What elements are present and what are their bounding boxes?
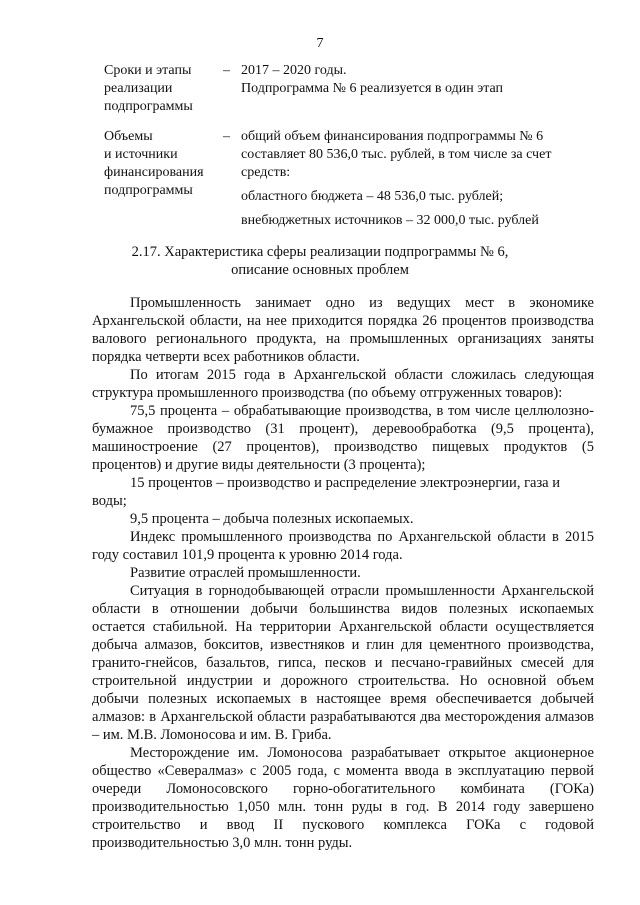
section-heading	[0, 243, 640, 279]
funding-label: Объемы и источники финансирования подпрограммы	[104, 129, 204, 198]
timing-value: 2017 – 2020 годы. Подпрограмма № 6 реализуется в один этап	[241, 63, 504, 96]
section-heading-line2: описание основных проблем	[231, 262, 409, 278]
paragraph: Развитие отраслей промышленности.	[130, 565, 361, 581]
paragraph: Индекс промышленного производства по Архангельской области в 2015 году составил 101,9 процента к уровню 2014 года.	[92, 529, 594, 563]
paragraph: Промышленность занимает одно из ведущих мест в экономике Архангельской области, на нее приходится порядка 26 процентов производства валового регионального продукта, на промышленных организациях заняты порядка четверти всех работников области.	[92, 295, 594, 365]
paragraph: Ситуация в горнодобывающей отрасли промышленности Архангельской области в отношении добычи большинства видов полезных ископаемых остается стабильной. На территории Архангельской области осуществляется добыча алмазов, бокситов, известняков и глин для цементного производства, гранито-гнейсов, базальтов, гипса, песков и песчано-гравийных смесей для строительной индустрии и дорожного строительства. Но основной объем добычи полезных ископаемых в настоящее время обеспечивается добычей алмазов: в Архангельской области разрабатываются два месторождения алмазов – им. М.В. Ломоносова и им. В. Гриба.	[92, 583, 594, 743]
section-heading-line1: 2.17. Характеристика сферы реализации подпрограммы № 6,	[131, 244, 509, 260]
paragraph: 15 процентов – производство и распределение электроэнергии, газа и воды;	[92, 475, 561, 509]
paragraph: 75,5 процента – обрабатывающие производства, в том числе целлюлозно-бумажное производство (31 процент), деревообработка (9,5 процента), машиностроение (27 процентов), производство пищевых продуктов (5 процентов) и другие виды деятельности (3 процента);	[92, 403, 594, 473]
funding-value: общий объем финансирования подпрограммы № 6 составляет 80 536,0 тыс. рублей, в том числе за счет средств: областного бюджета – 48 536,0 тыс. рублей; внебюджетных источников – 32 000,0 тыс. рублей	[241, 129, 552, 228]
page-number: 7	[316, 36, 324, 51]
timing-dash: –	[223, 63, 230, 78]
paragraph: По итогам 2015 года в Архангельской области сложилась следующая структура промышленного производства (по объему отгруженных товаров):	[92, 367, 594, 401]
timing-label: Сроки и этапы реализации подпрограммы	[104, 63, 193, 114]
paragraph: Месторождение им. Ломоносова разрабатывает открытое акционерное общество «Севералмаз» с 2005 года, с момента ввода в эксплуатацию первой очереди Ломоносовского горно-обогатительного комбината (ГОКа) производительностью 1,050 млн. тонн руды в год. В 2014 году завершено строительство и ввод II пускового комплекса ГОКа с годовой производительностью 3,0 млн. тонн руды.	[92, 745, 594, 851]
funding-dash: –	[223, 129, 230, 144]
body-text	[92, 294, 594, 852]
paragraph: 9,5 процента – добыча полезных ископаемых.	[130, 511, 414, 527]
